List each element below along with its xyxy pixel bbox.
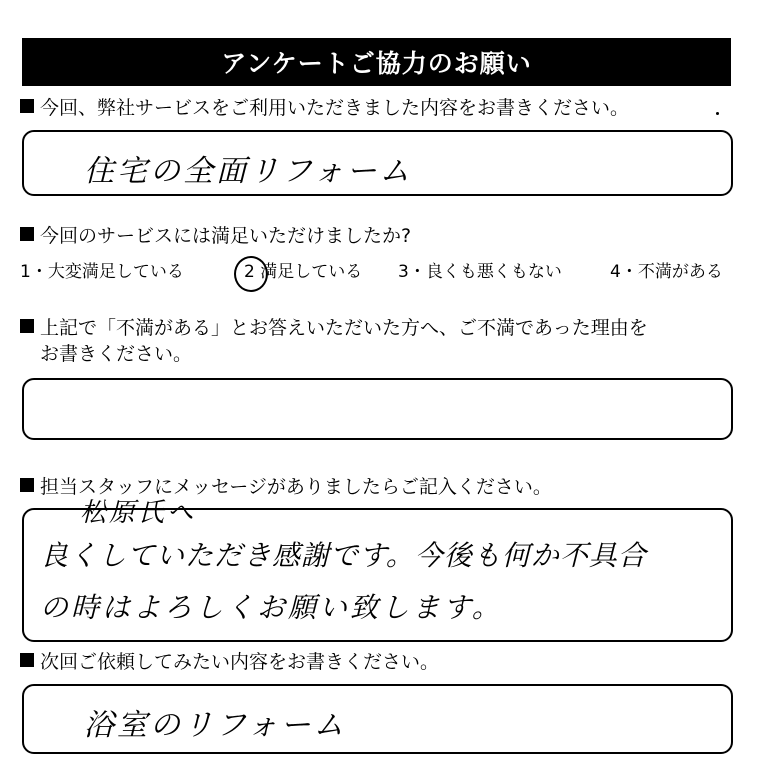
question-5-label: 次回ご依頼してみたい内容をお書きください。 — [40, 651, 440, 673]
answer-4-line2: 良くしていただき感謝です。今後も何か不具合 — [40, 539, 647, 572]
question-2-label: 今回のサービスには満足いただけましたか? — [40, 225, 412, 247]
question-3-label-line1: 上記で「不満がある」とお答えいただいた方へ、ご不満であった理由を — [40, 317, 648, 339]
survey-title-bar — [22, 38, 731, 86]
option-2: 2 満足している — [244, 262, 363, 282]
answer-box-3 — [22, 378, 733, 440]
bullet-square-icon — [20, 478, 34, 492]
question-1 — [20, 94, 629, 122]
question-3 — [20, 314, 648, 342]
answer-4-line3: の時はよろしくお願い致します。 — [40, 591, 503, 624]
answer-5-handwriting: 浴室のリフォーム — [84, 708, 347, 743]
question-2 — [20, 222, 411, 250]
bullet-square-icon — [20, 99, 34, 113]
option-1: 1・大変満足している — [20, 262, 184, 282]
satisfaction-options — [20, 258, 740, 286]
question-3-label-line2: お書きください。 — [40, 343, 193, 365]
question-3-cont — [40, 340, 192, 368]
bullet-square-icon — [20, 319, 34, 333]
question-4-label: 担当スタッフにメッセージがありましたらご記入ください。 — [40, 476, 552, 498]
stray-mark — [716, 112, 719, 115]
answer-1-handwriting: 住宅の全面リフォーム — [84, 154, 413, 189]
answer-4-line1: 松原氏へ — [80, 498, 197, 528]
bullet-square-icon — [20, 653, 34, 667]
option-3: 3・良くも悪くもない — [398, 262, 562, 282]
survey-title: アンケートご協力のお願い — [221, 49, 532, 78]
option-4: 4・不満がある — [610, 262, 723, 282]
bullet-square-icon — [20, 227, 34, 241]
answer-box-5 — [22, 684, 733, 754]
answer-box-1 — [22, 130, 733, 196]
question-1-label: 今回、弊社サービスをご利用いただきました内容をお書きください。 — [40, 97, 630, 119]
question-5 — [20, 648, 439, 676]
